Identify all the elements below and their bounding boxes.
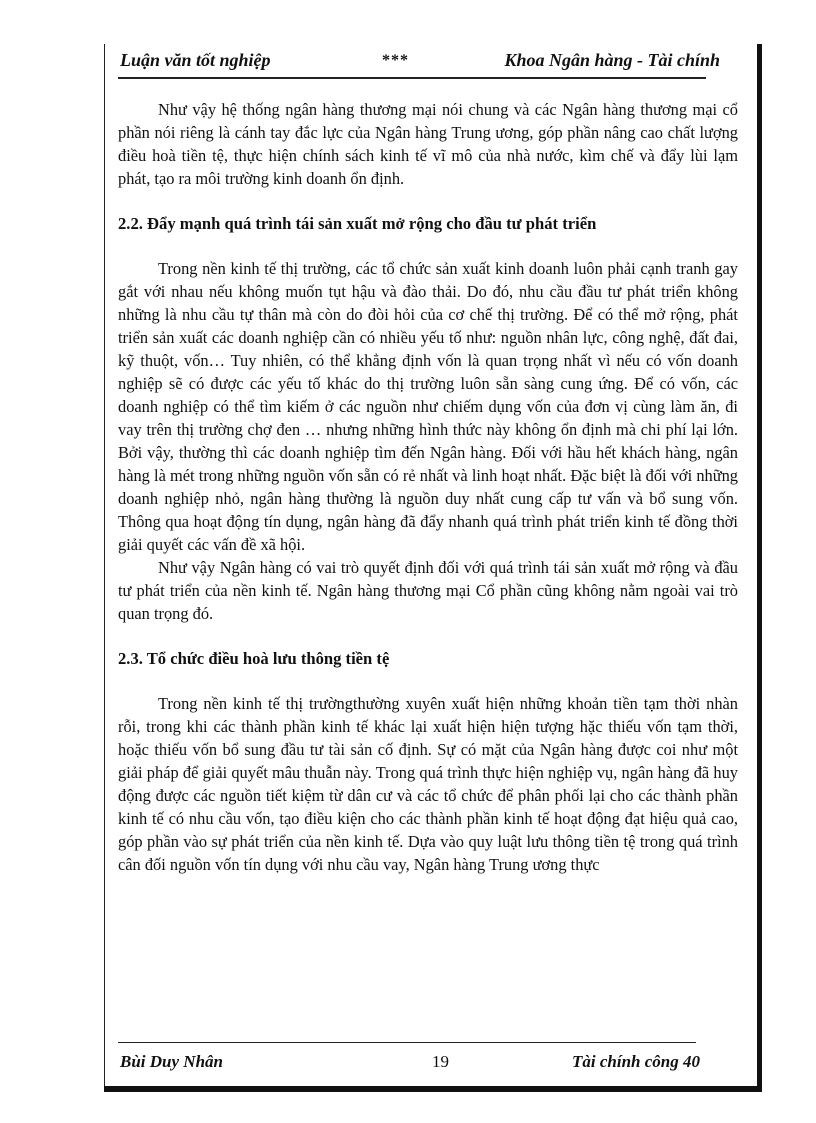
page-header — [120, 50, 720, 78]
paragraph-2: Trong nền kinh tế thị trường, các tổ chức sản xuất kinh doanh luôn phải cạnh tranh gay gắt với nhau nếu không muốn tụt hậu và đào thải. Do đó, nhu cầu đầu tư phát triển không những là nhu cầu tự thân mà còn do đòi hỏi của cơ chế thị trường. Để có thể mở rộng, phát triển sản xuất các doanh nghiệp cần có nhiều yếu tố như: nguồn nhân lực, công nghệ, đất đai, kỹ thuột, vốn… Tuy nhiên, có thể khẳng định vốn là quan trọng nhất vì nếu có vốn doanh nghiệp sẽ có được các yếu tố khác do thị trường luôn sẵn sàng cung ứng. Để có vốn, các doanh nghiệp có thể tìm kiếm ở các nguồn như chiếm dụng vốn của đơn vị cùng làm ăn, đi vay trên thị trường chợ đen … nhưng những hình thức này không ổn định mà chi phí lại lớn. Bởi vậy, thường thì các doanh nghiệp tìm đến Ngân hàng. Đối với hầu hết khách hàng, ngân hàng là mét trong những nguồn vốn sẵn có rẻ nhất và linh hoạt nhất. Đặc biệt là đối với những doanh nghiệp nhỏ, ngân hàng thường là nguồn duy nhất cung cấp tư vấn và bổ sung vốn. Thông qua hoạt động tín dụng, ngân hàng đã đẩy nhanh quá trình phát triển kinh tế đồng thời giải quyết các vấn đề xã hội. — [118, 259, 738, 554]
section-heading-2-3: 2.3. Tổ chức điều hoà lưu thông tiền tệ — [118, 649, 390, 668]
paragraph-4: Trong nền kinh tế thị trườngthường xuyên xuất hiện những khoản tiền tạm thời nhàn rỗi, trong khi các thành phần kinh tế khác lại xuất hiện hiện tượng hặc thiếu vốn tạm thời, hoặc thiếu vốn bổ sung đầu tư tài sản cố định. Sự có mặt của Ngân hàng được coi như một giải pháp để giải quyết mâu thuẫn này. Trong quá trình thực hiện nghiệp vụ, ngân hàng đã huy động được các nguồn tiết kiệm từ dân cư và các tổ chức để phân phối lại cho các thành phần kinh tế có nhu cầu vốn, tạo điều kiện cho các thành phần kinh tế hoạt động đạt hiệu quả cao, góp phần vào sự phát triển của nền kinh tế. Dựa vào quy luật lưu thông tiền tệ trong quá trình cân đối nguồn vốn tín dụng với nhu cầu vay, Ngân hàng Trung ương thực — [118, 694, 738, 874]
page-border-left — [104, 44, 105, 1086]
header-separator: *** — [382, 52, 409, 69]
footer-page-number: 19 — [432, 1052, 449, 1071]
footer-class-name: Tài chính công 40 — [572, 1052, 700, 1071]
page-border-bottom — [104, 1086, 762, 1092]
header-thesis-label: Luận văn tốt nghiệp — [120, 50, 271, 70]
paragraph-3: Như vậy Ngân hàng có vai trò quyết định đối với quá trình tái sản xuất mở rộng và đầu tư phát triển của nền kinh tế. Ngân hàng thương mại Cổ phần cũng không nằm ngoài vai trò quan trọng đó. — [118, 558, 738, 623]
page-border-right — [757, 44, 762, 1092]
footer-rule — [118, 1042, 696, 1043]
page-footer — [120, 1052, 700, 1078]
header-rule — [118, 77, 706, 79]
section-heading-2-2: 2.2. Đẩy mạnh quá trình tái sản xuất mở rộng cho đầu tư phát triển — [118, 214, 597, 233]
paragraph-1: Như vậy hệ thống ngân hàng thương mại nói chung và các Ngân hàng thương mại cổ phần nói riêng là cánh tay đắc lực của Ngân hàng Trung ương, góp phần nâng cao chất lượng điều hoà tiền tệ, thực hiện chính sách kinh tế vĩ mô của nhà nước, kìm chế và đẩy lùi lạm phát, tạo ra môi trường kinh doanh ổn định. — [118, 100, 738, 188]
header-faculty-label: Khoa Ngân hàng - Tài chính — [504, 50, 720, 70]
document-body — [118, 98, 738, 876]
footer-author: Bùi Duy Nhân — [120, 1052, 223, 1071]
